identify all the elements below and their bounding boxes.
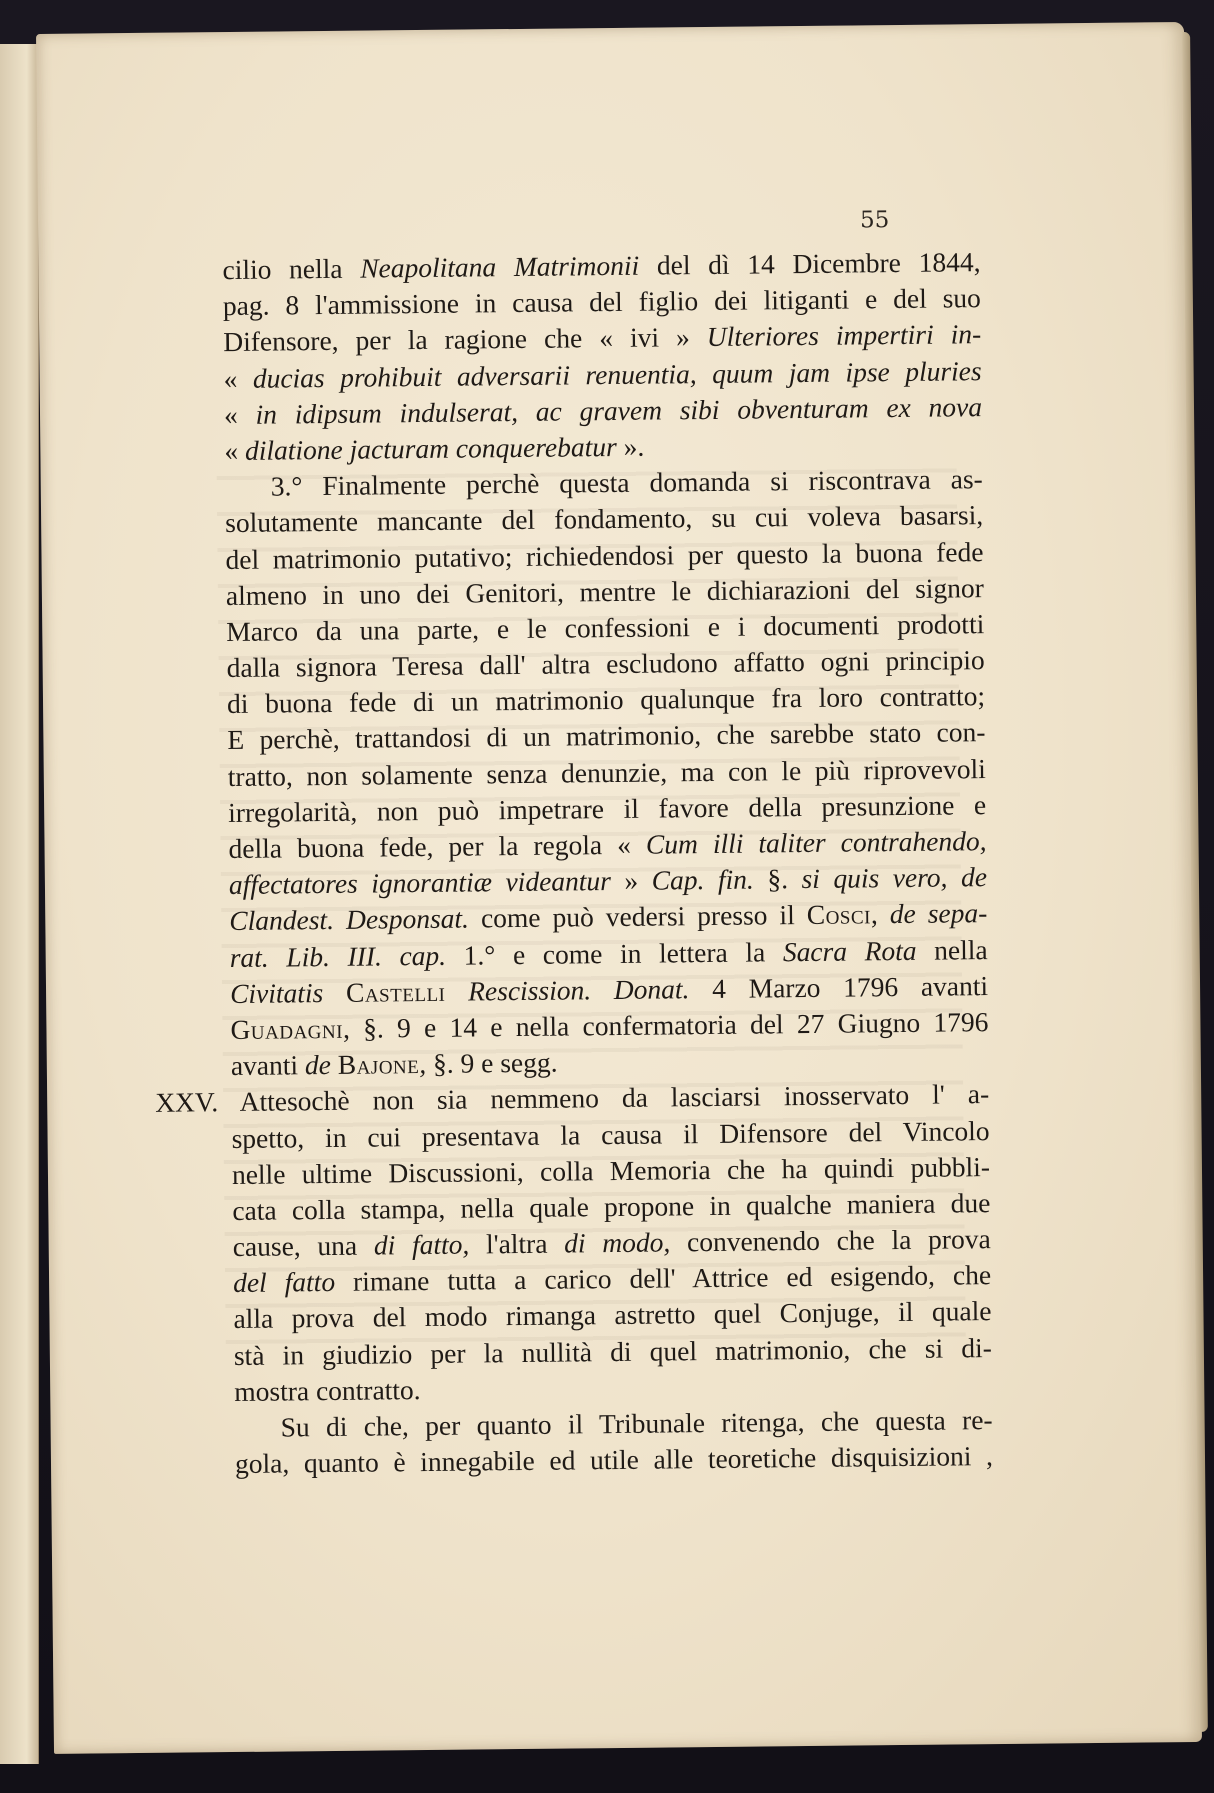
text-run: del matrimonio putativo; richiedendosi per questo la buona fede	[225, 535, 984, 575]
italic-run: Neapolitana Matrimonii	[360, 249, 640, 284]
text-run: stà in giudizio per la nullità di quel matrimonio, che si di-	[233, 1331, 992, 1371]
italic-run: affectatores ignorantiæ videantur	[228, 865, 612, 901]
text-run: convenendo che la prova	[670, 1223, 991, 1258]
text-run: «	[224, 434, 246, 466]
text-run: Su di che, per quanto il Tribunale ritenga, che questa re-	[280, 1404, 993, 1443]
text-run: XXV. Attesochè non sia nemmeno da lasciarsi inosservato l' a-	[155, 1078, 990, 1119]
text-run: avanti	[230, 1049, 306, 1082]
small-caps-name: Bajone	[337, 1048, 420, 1081]
text-run: , §. 9 e 14 e nella confermatoria del 27 Giugno 1796	[342, 1006, 989, 1044]
italic-run: rat. Lib. III. cap.	[229, 939, 447, 973]
text-run: tratto, non solamente senza denunzie, ma con le più riprovevoli	[227, 752, 986, 792]
text-run: §. 9 e segg.	[425, 1046, 558, 1080]
text-run: gola, quanto è innegabile ed utile alle teoretiche disquisizioni ,	[234, 1440, 994, 1480]
italic-run: Cum illi taliter contrahendo,	[645, 825, 987, 860]
italic-run: de	[304, 1049, 338, 1081]
text-run: cilio nella	[222, 252, 361, 286]
italic-run: dilatione jacturam conquerebatur	[244, 430, 617, 466]
italic-run: Clandest. Desponsat.	[229, 902, 470, 937]
italic-run: ducias prohibuit adversarii renuentia, quum jam ipse pluries	[252, 354, 982, 394]
text-run: irregolarità, non può impetrare il favore della presunzione e	[228, 788, 987, 828]
text-run	[445, 975, 468, 1006]
text-run: mostra contratto.	[234, 1373, 421, 1407]
italic-run: Ulteriores impertiri in-	[706, 318, 982, 353]
text-run: 1.° e come in lettera la	[445, 935, 783, 971]
text-run: cause, una	[232, 1229, 375, 1263]
italic-run: de sepa-	[889, 897, 988, 930]
page-fore-edge	[1182, 32, 1208, 1732]
text-run: cata colla stampa, nella quale propone in qualche maniera due	[232, 1186, 991, 1226]
text-run: del dì 14 Dicembre 1844,	[639, 246, 981, 281]
text-run: «	[223, 398, 256, 430]
text-run: 4 Marzo 1796 avanti	[689, 969, 989, 1004]
italic-run: ,	[419, 1048, 427, 1080]
italic-run: Civitatis	[229, 976, 324, 1009]
italic-run: Cap. fin.	[651, 863, 755, 896]
text-run: nelle ultime Discussioni, colla Memoria che ha quindi pubbli-	[231, 1150, 991, 1190]
previous-page-edge	[0, 44, 39, 1764]
italic-run: di modo,	[564, 1226, 671, 1259]
small-caps-name: Cosci	[806, 898, 872, 931]
text-run: §.	[753, 863, 802, 895]
italic-run: di fatto,	[373, 1228, 470, 1261]
small-caps-name: Castelli	[345, 975, 446, 1008]
text-run: »	[610, 864, 652, 897]
text-run: pag. 8 l'ammissione in causa del figlio dei litiganti e del suo	[222, 282, 982, 322]
text-run: della buona fede, per la regola «	[228, 828, 647, 865]
text-run: di buona fede di un matrimonio qualunque fra loro contratto;	[226, 680, 986, 720]
text-run: solutamente mancante del fondamento, su cui voleva basarsi,	[224, 499, 984, 539]
text-run: l'altra	[469, 1227, 565, 1260]
text-run: 3.° Finalmente perchè questa domanda si riscontrava as-	[270, 463, 983, 502]
text-run: Difensore, per la ragione che « ivi »	[223, 321, 707, 358]
text-run: «	[223, 362, 254, 394]
text-run	[323, 977, 346, 1008]
body-text	[155, 244, 994, 1483]
text-run: dalla signora Teresa dall' altra escludono affatto ogni principio	[226, 644, 985, 684]
page-number: 55	[859, 207, 890, 234]
text-run: alla prova del modo rimanga astretto quel Conjuge, il quale	[233, 1295, 992, 1335]
text-run: rimane tutta a carico dell' Attrice ed esigendo, che	[334, 1259, 992, 1298]
italic-run: si quis vero, de	[801, 861, 988, 895]
italic-run: Rescission. Donat.	[467, 972, 690, 1007]
text-run: nella	[916, 933, 988, 966]
book-page	[36, 22, 1202, 1754]
text-run: spetto, in cui presentava la causa il Difensore del Vincolo	[231, 1114, 990, 1154]
italic-run: del fatto	[232, 1266, 336, 1299]
text-run: almeno in uno dei Genitori, mentre le dichiarazioni del signor	[225, 571, 985, 611]
text-run: E perchè, trattandosi di un matrimonio, che sarebbe stato con-	[227, 716, 986, 756]
text-run: Marco da una parte, e le confessioni e i documenti prodotti	[226, 607, 985, 647]
small-caps-name: Guadagni	[230, 1012, 344, 1045]
text-run: come può vedersi presso il	[468, 899, 807, 934]
italic-run: Sacra Rota	[782, 934, 917, 967]
text-line	[197, 1438, 993, 1483]
text-run: ».	[616, 430, 645, 462]
italic-run: in idipsum indulserat, ac gravem sibi obventuram ex nova	[255, 390, 983, 430]
text-run: ,	[870, 898, 890, 930]
